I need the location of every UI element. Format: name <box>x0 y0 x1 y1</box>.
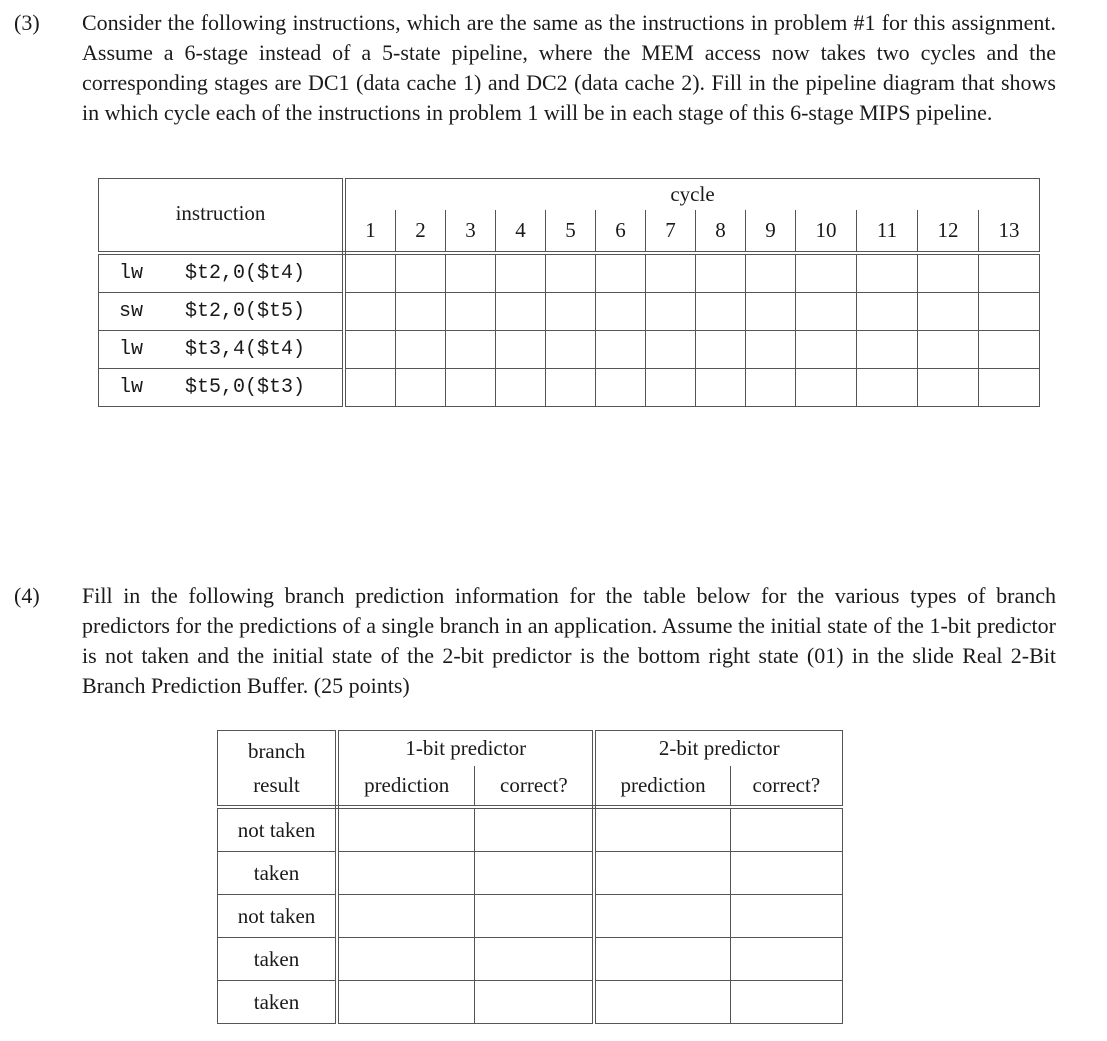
pipeline-stage-cell[interactable] <box>446 253 496 293</box>
two-bit-prediction-header: prediction <box>594 766 730 807</box>
branch-result-header <box>218 731 338 808</box>
cycle-7-header: 7 <box>646 210 696 253</box>
two-bit-prediction-cell[interactable] <box>594 807 730 852</box>
pipeline-stage-cell[interactable] <box>746 369 796 407</box>
branch-row <box>218 852 843 895</box>
pipeline-stage-cell[interactable] <box>979 293 1040 331</box>
pipeline-stage-cell[interactable] <box>396 331 446 369</box>
cycle-header: cycle <box>344 179 1040 210</box>
pipeline-stage-cell[interactable] <box>696 369 746 407</box>
one-bit-correct-cell[interactable] <box>475 981 595 1024</box>
branch-prediction-table <box>217 730 843 1024</box>
two-bit-correct-cell[interactable] <box>730 981 842 1024</box>
two-bit-prediction-cell[interactable] <box>594 938 730 981</box>
two-bit-correct-cell[interactable] <box>730 895 842 938</box>
branch-header-line2: result <box>253 773 300 797</box>
pipeline-stage-cell[interactable] <box>857 293 918 331</box>
pipeline-stage-cell[interactable] <box>596 331 646 369</box>
instruction-opcode: lw <box>99 331 164 369</box>
instruction-opcode: lw <box>99 369 164 407</box>
pipeline-stage-cell[interactable] <box>344 253 396 293</box>
one-bit-prediction-cell[interactable] <box>337 895 475 938</box>
instruction-row <box>99 293 1040 331</box>
problem-3-number: (3) <box>14 10 40 35</box>
branch-result-label: taken <box>218 981 338 1024</box>
pipeline-stage-cell[interactable] <box>596 369 646 407</box>
pipeline-table <box>98 178 1040 407</box>
two-bit-correct-cell[interactable] <box>730 938 842 981</box>
two-bit-correct-cell[interactable] <box>730 807 842 852</box>
pipeline-stage-cell[interactable] <box>344 293 396 331</box>
instruction-row <box>99 253 1040 293</box>
pipeline-stage-cell[interactable] <box>596 293 646 331</box>
one-bit-prediction-cell[interactable] <box>337 938 475 981</box>
pipeline-stage-cell[interactable] <box>396 253 446 293</box>
pipeline-stage-cell[interactable] <box>546 331 596 369</box>
pipeline-stage-cell[interactable] <box>796 369 857 407</box>
cycle-3-header: 3 <box>446 210 496 253</box>
two-bit-prediction-cell[interactable] <box>594 981 730 1024</box>
problem-3-text: Consider the following instructions, which are the same as the instructions in problem #1 for this assignment. Assume a 6-stage instead of a 5-state pipeline, where the MEM access now takes two cycles and the corresponding stages are DC1 (data cache 1) and DC2 (data cache 2). Fill in the pipeline diagram that shows in which cycle each of the instructions in problem 1 will be in each stage of this 6-stage MIPS pipeline. <box>82 10 1056 125</box>
cycle-4-header: 4 <box>496 210 546 253</box>
one-bit-correct-cell[interactable] <box>475 852 595 895</box>
pipeline-stage-cell[interactable] <box>918 331 979 369</box>
one-bit-prediction-header: prediction <box>337 766 475 807</box>
cycle-5-header: 5 <box>546 210 596 253</box>
one-bit-correct-cell[interactable] <box>475 807 595 852</box>
two-bit-prediction-cell[interactable] <box>594 895 730 938</box>
branch-result-label: taken <box>218 938 338 981</box>
problem-4-text: Fill in the following branch prediction information for the table below for the various types of branch predictors for the predictions of a single branch in an application. Assume the initial state of the 1-bit predictor is not taken and the initial state of the 2-bit predictor is the bottom right state (01) in the slide Real 2-Bit Branch Prediction Buffer. (25 points) <box>82 583 1056 698</box>
cycle-6-header: 6 <box>596 210 646 253</box>
branch-header-line1: branch <box>247 739 306 763</box>
pipeline-stage-cell[interactable] <box>546 369 596 407</box>
pipeline-stage-cell[interactable] <box>396 293 446 331</box>
cycle-2-header: 2 <box>396 210 446 253</box>
pipeline-stage-cell[interactable] <box>979 253 1040 293</box>
instruction-opcode: sw <box>99 293 164 331</box>
pipeline-stage-cell[interactable] <box>446 369 496 407</box>
pipeline-stage-cell[interactable] <box>918 293 979 331</box>
pipeline-stage-cell[interactable] <box>546 253 596 293</box>
pipeline-stage-cell[interactable] <box>496 331 546 369</box>
pipeline-stage-cell[interactable] <box>746 253 796 293</box>
pipeline-stage-cell[interactable] <box>696 253 746 293</box>
problem-4-number: (4) <box>14 583 40 608</box>
pipeline-stage-cell[interactable] <box>696 293 746 331</box>
pipeline-stage-cell[interactable] <box>796 331 857 369</box>
branch-row <box>218 895 843 938</box>
one-bit-prediction-cell[interactable] <box>337 807 475 852</box>
pipeline-stage-cell[interactable] <box>596 253 646 293</box>
pipeline-stage-cell[interactable] <box>496 369 546 407</box>
pipeline-stage-cell[interactable] <box>979 331 1040 369</box>
one-bit-correct-header: correct? <box>475 766 595 807</box>
one-bit-predictor-header: 1-bit predictor <box>337 731 594 766</box>
one-bit-prediction-cell[interactable] <box>337 852 475 895</box>
cycle-12-header: 12 <box>918 210 979 253</box>
pipeline-stage-cell[interactable] <box>696 331 746 369</box>
cycle-10-header: 10 <box>796 210 857 253</box>
instruction-operands: $t3,4($t4) <box>163 331 344 369</box>
pipeline-stage-cell[interactable] <box>918 369 979 407</box>
cycle-1-header: 1 <box>344 210 396 253</box>
instruction-header: instruction <box>99 179 345 254</box>
instruction-operands: $t2,0($t4) <box>163 253 344 293</box>
pipeline-stage-cell[interactable] <box>646 293 696 331</box>
two-bit-predictor-header: 2-bit predictor <box>594 731 842 766</box>
pipeline-stage-cell[interactable] <box>344 369 396 407</box>
pipeline-stage-cell[interactable] <box>496 253 546 293</box>
instruction-operands: $t2,0($t5) <box>163 293 344 331</box>
branch-row <box>218 807 843 852</box>
one-bit-prediction-cell[interactable] <box>337 981 475 1024</box>
pipeline-stage-cell[interactable] <box>746 331 796 369</box>
pipeline-stage-cell[interactable] <box>646 331 696 369</box>
pipeline-stage-cell[interactable] <box>857 369 918 407</box>
pipeline-stage-cell[interactable] <box>857 331 918 369</box>
instruction-row <box>99 369 1040 407</box>
cycle-13-header: 13 <box>979 210 1040 253</box>
pipeline-stage-cell[interactable] <box>496 293 546 331</box>
pipeline-stage-cell[interactable] <box>446 331 496 369</box>
cycle-8-header: 8 <box>696 210 746 253</box>
pipeline-stage-cell[interactable] <box>979 369 1040 407</box>
instruction-row <box>99 331 1040 369</box>
pipeline-stage-cell[interactable] <box>546 293 596 331</box>
branch-result-label: not taken <box>218 895 338 938</box>
instruction-operands: $t5,0($t3) <box>163 369 344 407</box>
pipeline-stage-cell[interactable] <box>646 369 696 407</box>
branch-result-label: taken <box>218 852 338 895</box>
pipeline-stage-cell[interactable] <box>746 293 796 331</box>
pipeline-stage-cell[interactable] <box>918 253 979 293</box>
pipeline-stage-cell[interactable] <box>857 253 918 293</box>
branch-result-label: not taken <box>218 807 338 852</box>
pipeline-stage-cell[interactable] <box>396 369 446 407</box>
two-bit-correct-header: correct? <box>730 766 842 807</box>
two-bit-prediction-cell[interactable] <box>594 852 730 895</box>
one-bit-correct-cell[interactable] <box>475 895 595 938</box>
instruction-opcode: lw <box>99 253 164 293</box>
pipeline-stage-cell[interactable] <box>344 331 396 369</box>
two-bit-correct-cell[interactable] <box>730 852 842 895</box>
pipeline-stage-cell[interactable] <box>796 293 857 331</box>
pipeline-stage-cell[interactable] <box>646 253 696 293</box>
one-bit-correct-cell[interactable] <box>475 938 595 981</box>
cycle-11-header: 11 <box>857 210 918 253</box>
branch-row <box>218 981 843 1024</box>
cycle-9-header: 9 <box>746 210 796 253</box>
pipeline-stage-cell[interactable] <box>446 293 496 331</box>
pipeline-stage-cell[interactable] <box>796 253 857 293</box>
branch-row <box>218 938 843 981</box>
